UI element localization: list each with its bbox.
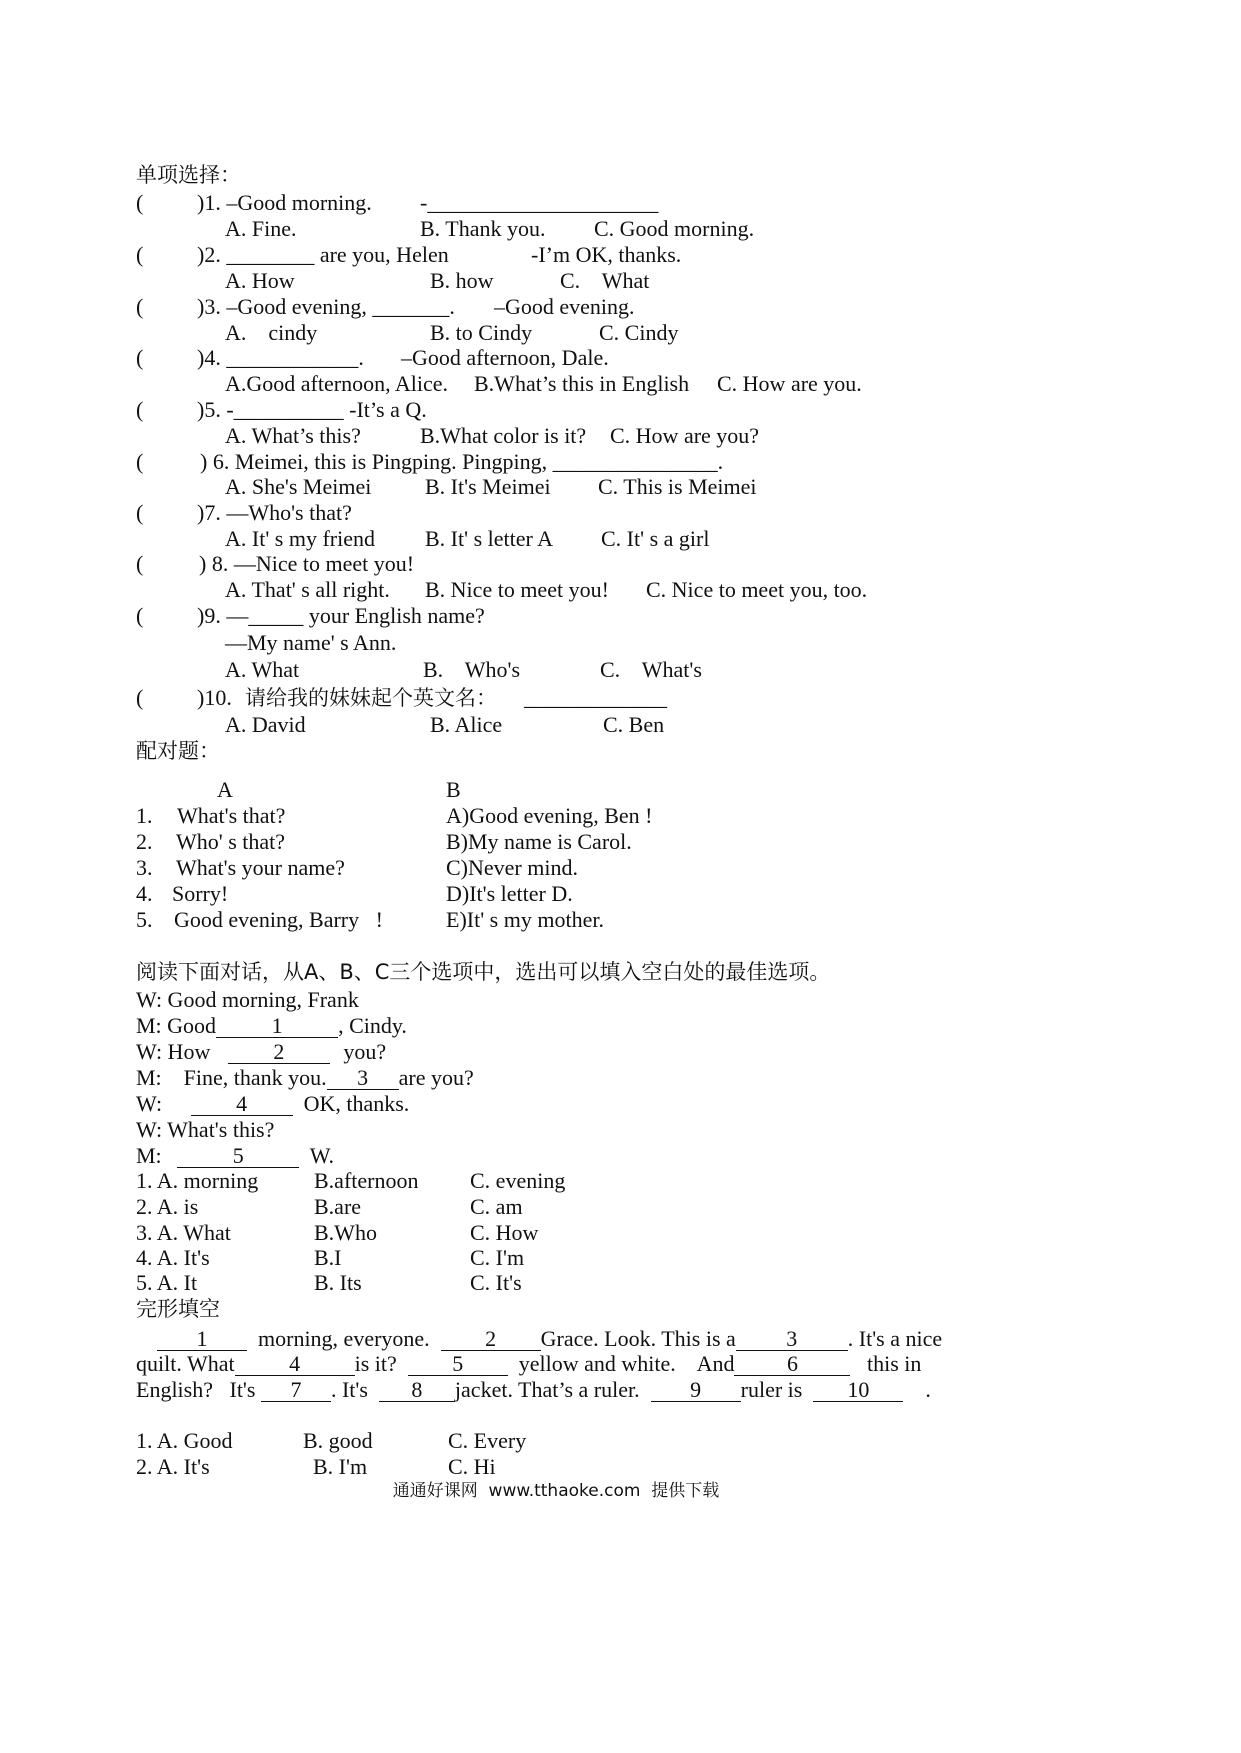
option-a: 1. A. Good	[136, 1428, 233, 1453]
cloze-text: . It's a nice	[847, 1326, 943, 1351]
blank-1: 1	[216, 1015, 338, 1038]
response: –Good afternoon, Dale.	[401, 345, 609, 370]
option-c: C. am	[470, 1194, 523, 1219]
blank-8: 8	[379, 1379, 455, 1402]
answer-paren: (	[136, 242, 144, 267]
cloze-text: yellow and white. And	[507, 1351, 735, 1376]
option-b: B. Thank you.	[420, 216, 546, 241]
question-stem: )5. -__________ -It’s a Q.	[197, 397, 427, 422]
option-b: B.What color is it?	[420, 423, 587, 448]
match-right-item: A)Good evening, Ben !	[446, 803, 653, 828]
option-b: B. I'm	[313, 1454, 368, 1479]
column-b-header: B	[446, 777, 461, 802]
cloze-text: morning, everyone.	[247, 1326, 441, 1351]
option-a: 3. A. What	[136, 1220, 231, 1245]
option-c: C. It's	[470, 1270, 522, 1295]
option-b: B. Its	[314, 1270, 362, 1295]
answer-blank: _____________	[524, 685, 667, 710]
answer-blank: -_____________________	[420, 190, 659, 215]
answer-paren: (	[136, 294, 144, 319]
blank-6: 6	[734, 1353, 850, 1376]
question-stem: )4. ____________.	[197, 345, 364, 370]
option-c: C. How	[470, 1220, 539, 1245]
blank-5: 5	[177, 1145, 299, 1168]
option-a: 2. A. It's	[136, 1454, 210, 1479]
match-left-item: Who' s that?	[176, 829, 286, 854]
match-left-number: 3.	[136, 855, 153, 880]
option-a: A. cindy	[225, 320, 318, 345]
option-c: C. What	[560, 268, 650, 293]
option-a: 5. A. It	[136, 1270, 198, 1295]
answer-paren: (	[136, 190, 144, 215]
match-left-number: 2.	[136, 829, 153, 854]
section3-heading: 阅读下面对话，从A、B、C三个选项中，选出可以填入空白处的最佳选项。	[136, 960, 831, 984]
column-a-header: A	[217, 777, 233, 802]
question-stem: )2. ________ are you, Helen	[197, 242, 449, 267]
option-c: C. Nice to meet you, too.	[646, 577, 868, 602]
option-c: C. This is Meimei	[598, 474, 757, 499]
option-b: B. good	[303, 1428, 373, 1453]
answer-paren: (	[136, 397, 144, 422]
option-b: B.afternoon	[314, 1168, 419, 1193]
dialogue-line: W: What's this?	[136, 1117, 275, 1142]
option-c: C. Hi	[448, 1454, 496, 1479]
section2-heading: 配对题：	[136, 739, 220, 763]
option-b: B. to Cindy	[430, 320, 533, 345]
match-left-number: 4.	[136, 881, 153, 906]
option-a: A. She's Meimei	[225, 474, 372, 499]
match-left-item: What's your name?	[176, 855, 345, 880]
match-right-item: C)Never mind.	[446, 855, 578, 880]
dialogue-text: you?	[337, 1039, 387, 1064]
cloze-text: this in	[850, 1351, 922, 1376]
answer-paren: (	[136, 345, 144, 370]
option-a: 4. A. It's	[136, 1245, 210, 1270]
cloze-text: Grace. Look. This is a	[540, 1326, 736, 1351]
match-right-item: B)My name is Carol.	[446, 829, 632, 854]
cloze-line	[136, 1377, 931, 1403]
option-c: C. Every	[448, 1428, 527, 1453]
dialogue-text: W: How	[136, 1039, 216, 1064]
option-b: B. Alice	[430, 712, 503, 737]
answer-paren: (	[136, 500, 144, 525]
response: –Good evening.	[494, 294, 635, 319]
blank-3: 3	[327, 1067, 399, 1090]
question-stem: )3. –Good evening, _______.	[197, 294, 455, 319]
cloze-text: . It's	[330, 1377, 379, 1402]
option-c: C. How are you.	[717, 371, 862, 396]
cloze-line	[136, 1351, 921, 1377]
option-b: B.Who	[314, 1220, 377, 1245]
option-b: B.are	[314, 1194, 362, 1219]
dialogue-line	[136, 1013, 407, 1039]
match-left-item: What's that?	[177, 803, 286, 828]
dialogue-line	[136, 1091, 409, 1117]
dialogue-line: W: Good morning, Frank	[136, 987, 359, 1012]
blank-2: 2	[228, 1041, 330, 1064]
question-stem: )1. –Good morning.	[197, 190, 372, 215]
dialogue-text: W.	[299, 1143, 335, 1168]
option-b: B. Who's	[423, 657, 521, 682]
cloze-text: quilt. What	[136, 1351, 235, 1376]
dialogue-text: M: Fine, thank you.	[136, 1065, 327, 1090]
question-stem: )7. —Who's that?	[197, 500, 352, 525]
blank-9: 9	[651, 1379, 741, 1402]
cloze-line	[157, 1326, 942, 1352]
dialogue-text: , Cindy.	[338, 1013, 407, 1038]
blank-4: 4	[191, 1093, 293, 1116]
cloze-text: jacket. That’s a ruler.	[454, 1377, 651, 1402]
cloze-text: English? It's	[136, 1377, 261, 1402]
answer-paren: (	[136, 551, 144, 576]
option-b: B. Nice to meet you!	[425, 577, 609, 602]
blank-1: 1	[157, 1328, 247, 1351]
dialogue-line	[136, 1039, 386, 1065]
option-c: C. It' s a girl	[601, 526, 710, 551]
option-b: B. It's Meimei	[425, 474, 551, 499]
option-a: A. That' s all right.	[225, 577, 390, 602]
option-a: A. Fine.	[225, 216, 297, 241]
match-left-number: 1.	[136, 803, 153, 828]
footer-source: 通通好课网 www.tthaoke.com 提供下载	[392, 1481, 720, 1501]
dialogue-text: are you?	[398, 1065, 474, 1090]
blank-7: 7	[261, 1379, 331, 1402]
match-left-item: Good evening, Barry !	[174, 907, 383, 932]
option-c: C. I'm	[470, 1245, 525, 1270]
match-right-item: D)It's letter D.	[446, 881, 573, 906]
match-right-item: E)It' s my mother.	[446, 907, 604, 932]
option-b: B. It' s letter A	[425, 526, 554, 551]
section4-heading: 完形填空	[136, 1297, 220, 1321]
blank-5: 5	[408, 1353, 508, 1376]
dialogue-line: —My name' s Ann.	[225, 630, 397, 655]
option-b: B.I	[314, 1245, 342, 1270]
option-c: C. What's	[600, 657, 702, 682]
option-a: A. What’s this?	[225, 423, 361, 448]
answer-paren: (	[136, 603, 144, 628]
match-left-item: Sorry!	[172, 881, 229, 906]
blank-2: 2	[441, 1328, 541, 1351]
cloze-text: ruler is	[740, 1377, 814, 1402]
dialogue-text: OK, thanks.	[292, 1091, 410, 1116]
question-stem: )9. —_____ your English name?	[197, 603, 485, 628]
option-a: A. How	[225, 268, 295, 293]
question-stem: ) 8. —Nice to meet you!	[199, 551, 415, 576]
option-c: C. Cindy	[599, 320, 679, 345]
dialogue-text: M:	[136, 1143, 168, 1168]
blank-4: 4	[235, 1353, 355, 1376]
dialogue-line	[136, 1065, 474, 1091]
answer-paren: (	[136, 449, 144, 474]
dialogue-line	[136, 1143, 334, 1169]
option-b: B. how	[430, 268, 494, 293]
dialogue-text: W:	[136, 1091, 179, 1116]
option-a: A.Good afternoon, Alice.	[225, 371, 448, 396]
option-a: A. What	[225, 657, 300, 682]
option-a: A. David	[225, 712, 306, 737]
cloze-text: is it?	[354, 1351, 408, 1376]
dialogue-text: M: Good	[136, 1013, 217, 1038]
option-c: C. evening	[470, 1168, 566, 1193]
option-c: C. Good morning.	[594, 216, 755, 241]
response: -I’m OK, thanks.	[531, 242, 682, 267]
option-c: C. Ben	[603, 712, 665, 737]
question-stem-cn: 请给我的妹妹起个英文名：	[245, 686, 497, 710]
option-a: 2. A. is	[136, 1194, 199, 1219]
answer-paren: (	[136, 685, 144, 710]
cloze-text: .	[903, 1377, 931, 1402]
question-number: )10.	[197, 685, 232, 710]
option-c: C. How are you?	[610, 423, 760, 448]
blank-10: 10	[813, 1379, 903, 1402]
option-b: B.What’s this in English	[474, 371, 690, 396]
option-a: A. It' s my friend	[225, 526, 375, 551]
match-left-number: 5.	[136, 907, 153, 932]
section1-heading: 单项选择：	[136, 163, 241, 187]
blank-3: 3	[736, 1328, 848, 1351]
option-a: 1. A. morning	[136, 1168, 259, 1193]
question-stem: ) 6. Meimei, this is Pingping. Pingping, _______________.	[200, 449, 724, 474]
